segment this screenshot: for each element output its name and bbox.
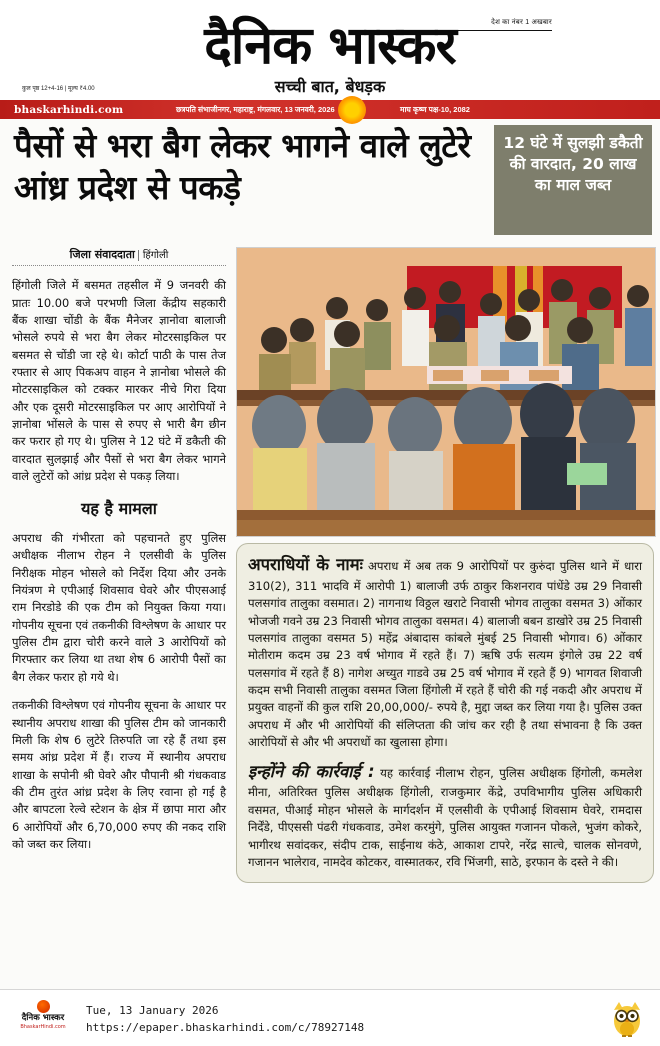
footer-logo — [12, 1000, 74, 1030]
accused-names-box — [236, 543, 654, 883]
byline — [12, 247, 226, 262]
article-column-left — [12, 247, 226, 865]
article-section-paragraph-1: अपराध की गंभीरता को पहचानते हुए पुलिस अधीक्षक नीलाभ रोहन ने एलसीवी के पुलिस निरीक्षक मोहन भोसले को निर्देश दिया और उनके नियंत्रण मे एपीआई शिवसाव घेवरे और पीएसआई राम निरडोडे की एक टीम को नियुक्त किया गया। गोपनीय सूचना एवं तकनीकी विश्लेषण के आधार पर पुलिस टीम द्वारा चोरी करने वाले 3 आरोपियों को गिरफ्तार कर लिया था तथा शेष 6 आरोपी पैसों का बैग लेकर फरार हो गये थे। — [12, 531, 226, 684]
masthead-tagline-top: देश का नंबर 1 अखबार — [491, 19, 552, 26]
headline-area — [0, 119, 660, 247]
hindu-calendar-date: माघ कृष्ण पक्ष-10, 2082 — [400, 104, 470, 114]
footer-logo-url: BhaskarHindi.com — [20, 1023, 66, 1030]
bhaskar-dot-icon — [37, 1000, 50, 1013]
accused-names-block — [248, 553, 642, 752]
accused-names-heading: अपराधियों के नामः — [248, 555, 363, 574]
epaper-footer — [0, 989, 660, 1046]
footer-url[interactable]: https://epaper.bhaskarhindi.com/c/78927148 — [86, 1021, 365, 1035]
article-lead-paragraph: हिंगोली जिले में बसमत तहसील में 9 जनवरी की प्रातः 10.00 बजे परभणी जिला केंद्रीय सहकारी बैंक शाखा चोंडी के बैंक मैनेजर ज्ञानोवा बालाजी भोसले रुपये से भरा बैग लेकर मोटरसाइकिल पर बसमत से चोंडी जा रहे थे। कोर्टा पाठी के पास तेज रफ्तार से आए पिकअप वाहन ने ज्ञानोबा भोसले की मोटरसाइकिल को टक्कर मारकर नीचे गिरा दिया और एक दूसरी मोटरसाइकिल पर आए आरोपियों ने ज्ञानोबा भोंसले के पास से रुपए से भारी बैग छीन कर फरार हो गए थे। पुलिस ने 12 घंटे में डकैती की वारदात सुलझाई और पैसों से भरा बैग लेकर भागने वाले लुटेरों को आंध्र प्रदेश से पकड़ लिया। — [12, 278, 226, 483]
article-section-paragraph-2: तकनीकी विश्लेषण एवं गोपनीय सूचना के आधार पर स्थानीय अपराध शाखा की पुलिस टीम को जानकारी मिली कि शेष 6 लुटेरे तिरुपति जा रहे हैं तथा इस समय आंध्र प्रदेश में हैं। राज्य में स्थानीय अपराध शाखा के सपोनी श्री घेवरे और पौपानी श्री गंधकवाड की टीम तुरंत आंध्र प्रदेश के लिए रवाना हो गई है और बापटला रेल्वे स्टेशन के क्षेत्र में छापा मारा और 6 आरोपियों और 6,70,000 रुपए की नकद राशि को जब्त कर लिया। — [12, 698, 226, 852]
footer-meta — [86, 1002, 364, 1036]
headline-kicker-box: 12 घंटे में सुलझी डकैती की वारदात, 20 लाख का माल जब्त — [494, 125, 652, 235]
masthead-price-line: कुल पृष्ठ 12+4-16 | मूल्य ₹4.00 — [22, 86, 95, 92]
footer-date: Tue, 13 January 2026 — [86, 1004, 219, 1017]
article-photo — [236, 247, 656, 537]
page-title: पैसों से भरा बैग लेकर भागने वाले लुटेरे आंध्र प्रदेश से पकड़े — [14, 126, 471, 208]
masthead — [0, 0, 660, 100]
action-taken-heading: इन्होंने की कार्रवाई : — [248, 761, 375, 781]
edition-place-date: छत्रपति संभाजीनगर, महाराष्ट्र, मंगलवार, 13 जनवरी, 2026 — [176, 104, 335, 114]
owl-icon — [610, 998, 644, 1038]
article-section-heading: यह है मामला — [81, 498, 157, 518]
accused-names-body: अपराध में अब तक 9 आरोपियों पर कुरुंदा पुलिस थाने में धारा 310(2), 311 भादवि में आरोपी 1) बालाजी उर्फ ठाकुर किशनराव पांधेंडे उम्र 29 निवासी पलसगांव तालुका वसमात। 2) नागनाथ विठ्ठल खराटे निवासी भोगव तालुका वसमत 3) ओंकार भोजजी गवने उम्र 23 निवासी भोगव तालुका वसमत। 4) बालाजी बबन डाखोरे उम्र 25 निवासी पलसगांव तालुका वसमत 5) महेंद्र अंबादास कांबले मुंबई 25 निवासी भोगाव। 6) ओंकार मोतीराम कदम उम्र 23 वर्ष भोगाव में रहते हैं। 7) ऋषि उर्फ सत्यम इंगोले उम्र 22 वर्ष पलसगांव में रहते हैं 8) नागेश अच्युत गाडवे उम्र 25 वर्ष भोगाव में रहते हैं 9) भागवत शिवाजी कदम सभी निवासी तालुका वसमत जिला हिंगोली में रहते हैं चोरी की गई नकदी और अपराध में प्रयुक्त वाहनों की कुल राशि 20,00,000/- रुपये है, मुद्दा जब्त कर लिया गया है। पुलिस उक्त अपराध में और भी आरोपियों की संलिप्तता की जांच कर रही है तथा संभावना है कि उक्त आरोपियों से और भी अपराधों का खुलासा होगा। — [248, 559, 642, 750]
masthead-subtitle: सच्ची बात, बेधड़क — [274, 77, 386, 96]
masthead-info-bar — [0, 100, 660, 119]
byline-location: हिंगोली — [138, 250, 169, 261]
byline-author: जिला संवाददाता — [69, 248, 135, 261]
byline-divider — [12, 265, 226, 266]
action-taken-block — [248, 760, 642, 872]
footer-logo-name: दैनिक भास्कर — [21, 1013, 65, 1023]
masthead-title: दैनिक भास्कर — [204, 16, 456, 76]
action-taken-body: यह कार्रवाई नीलाभ रोहन, पुलिस अधीक्षक हिंगोली, कमलेश मीना, अतिरिक्त पुलिस अधीक्षक हिंगोली, राजकुमार केंद्रे, उपविभागीय पुलिस अधिकारी वसमत, पीआई मोहन भोसले के मार्गदर्शन में एलसीवी के एपीआई शिवसाम घेवरे, रामदास निर्देंडे, पीएससी पंढरी गंधकवाड, उमेश करमुंगे, पुलिस आयुक्त गजानन पोकले, भुजंग कोकरे, भागीरथ सवांदकर, संदीप टाक, साईनाथ कंठे, आकाश टापरे, नरेंद्र सात्चे, चालक सोनवणे, गजानन भालेराव, नामदेव कोटकर, वास्मातकर, रवि भिंजगी, साठे, इरफान के दस्ते ने की। — [248, 765, 643, 869]
website-link[interactable]: bhaskarhindi.com — [14, 103, 124, 116]
